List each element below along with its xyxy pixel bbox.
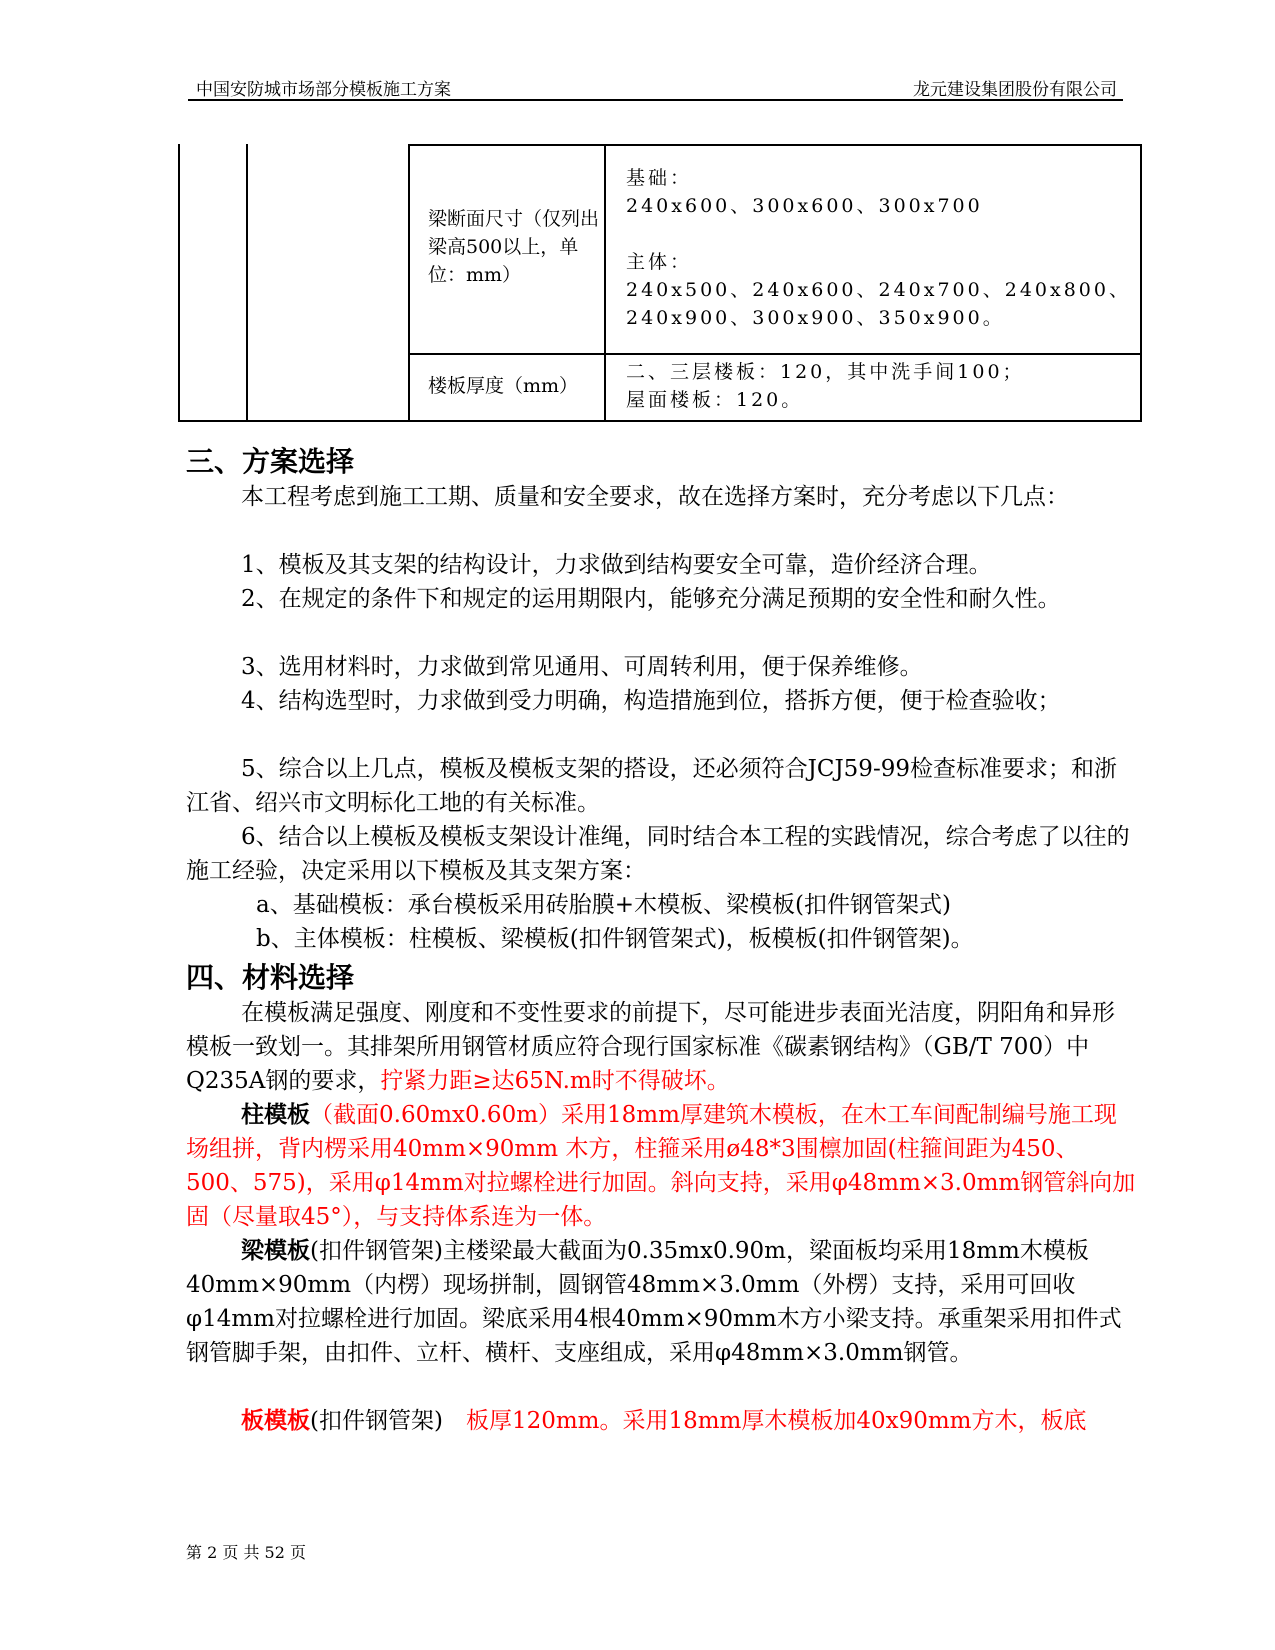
beam-section-values: 基础： 240x600、300x600、300x700 主体： 240x500、240x600、240x700、240x800、 240x900、300x900、350x900。 (626, 167, 1131, 329)
table-border-left (178, 144, 180, 422)
slab-formwork-paragraph: 板模板(扣件钢管架) 板厚120mm。采用18mm厚木模板加40x90mm方木，板底 (241, 1408, 1087, 1434)
section-4-heading: 四、材料选择 (186, 961, 355, 994)
table-border-bottom (178, 420, 1142, 422)
section-3-item-6: 6、结合以上模板及模板支架设计准绳，同时结合本工程的实践情况，综合考虑了以往的施工经验，决定采用以下模板及其支架方案： (186, 824, 1130, 884)
column-formwork-paragraph: 柱模板（截面0.60mx0.60m）采用18mm厚建筑木模板，在木工车间配制编号施工现场组拼，背内楞采用40mm×90mm 木方，柱箍采用ø48*3围檩加固(柱箍间距为450、500、575)，采用φ14mm对拉螺栓进行加固。斜向支持，采用φ48mm×3.0mm钢管斜向加固（尽量取45°），与支持体系连为一体。 (186, 1102, 1136, 1230)
section-3-item-4: 4、结构选型时，力求做到受力明确，构造措施到位，搭拆方便，便于检查验收； (241, 688, 1061, 714)
section-3-item-1: 1、模板及其支架的结构设计，力求做到结构要安全可靠，造价经济合理。 (241, 552, 992, 578)
slab-thickness-values: 二、三层楼板：120，其中洗手间100； 屋面楼板：120。 (626, 361, 1025, 411)
document-title: 中国安防城市场部分模板施工方案 (196, 80, 451, 100)
table-border-col1 (246, 144, 248, 422)
beam-formwork-paragraph: 梁模板(扣件钢管架)主楼梁最大截面为0.35mx0.90m，梁面板均采用18mm木模板40mm×90mm（内楞）现场拼制，圆钢管48mm×3.0mm（外楞）支持，采用可回收φ14mm对拉螺栓进行加固。梁底采用4根40mm×90mm木方小梁支持。承重架采用扣件式钢管脚手架，由扣件、立杆、横杆、支座组成，采用φ48mm×3.0mm钢管。 (186, 1238, 1122, 1366)
section-3-item-b: b、主体模板：柱模板、梁模板(扣件钢管架式)，板模板(扣件钢管架)。 (256, 926, 974, 952)
page-number: 第 2 页 共 52 页 (186, 1543, 306, 1562)
company-name: 龙元建设集团股份有限公司 (913, 80, 1117, 100)
section-3-intro: 本工程考虑到施工工期、质量和安全要求，故在选择方案时，充分考虑以下几点： (241, 484, 1069, 510)
beam-formwork-label: 梁模板 (241, 1238, 310, 1264)
column-formwork-label: 柱模板 (241, 1102, 310, 1128)
table-border-col3 (604, 144, 606, 422)
slab-formwork-label: 板模板 (241, 1408, 310, 1434)
spec-table (186, 150, 1191, 441)
section-4-paragraph-1: 在模板满足强度、刚度和不变性要求的前提下，尽可能进步表面光洁度，阴阳角和异形模板一致划一。其排架所用钢管材质应符合现行国家标准《碳素钢结构》（GB/T 700）中Q235A钢的要求，拧紧力距≥达65N.m时不得破坏。 (186, 1000, 1115, 1094)
section-3-item-a: a、基础模板：承台模板采用砖胎膜+木模板、梁模板(扣件钢管架式) (256, 892, 951, 918)
slab-thickness-label: 楼板厚度（mm） (428, 375, 579, 397)
section-3-item-2: 2、在规定的条件下和规定的运用期限内，能够充分满足预期的安全性和耐久性。 (241, 586, 1061, 612)
section-3-item-3: 3、选用材料时，力求做到常见通用、可周转利用，便于保养维修。 (241, 654, 923, 680)
beam-section-label: 梁断面尺寸（仅列出梁高500以上，单位：mm） (428, 208, 600, 286)
section-3-item-5: 5、综合以上几点，模板及模板支架的搭设，还必须符合JCJ59-99检查标准要求；和浙江省、绍兴市文明标化工地的有关标准。 (186, 756, 1117, 816)
section-3-heading: 三、方案选择 (186, 445, 355, 478)
table-border-right (1140, 144, 1142, 422)
table-border-col2 (408, 144, 410, 422)
table-row-divider (408, 353, 1142, 355)
table-border-top (408, 144, 1142, 146)
page-header (188, 73, 1123, 101)
